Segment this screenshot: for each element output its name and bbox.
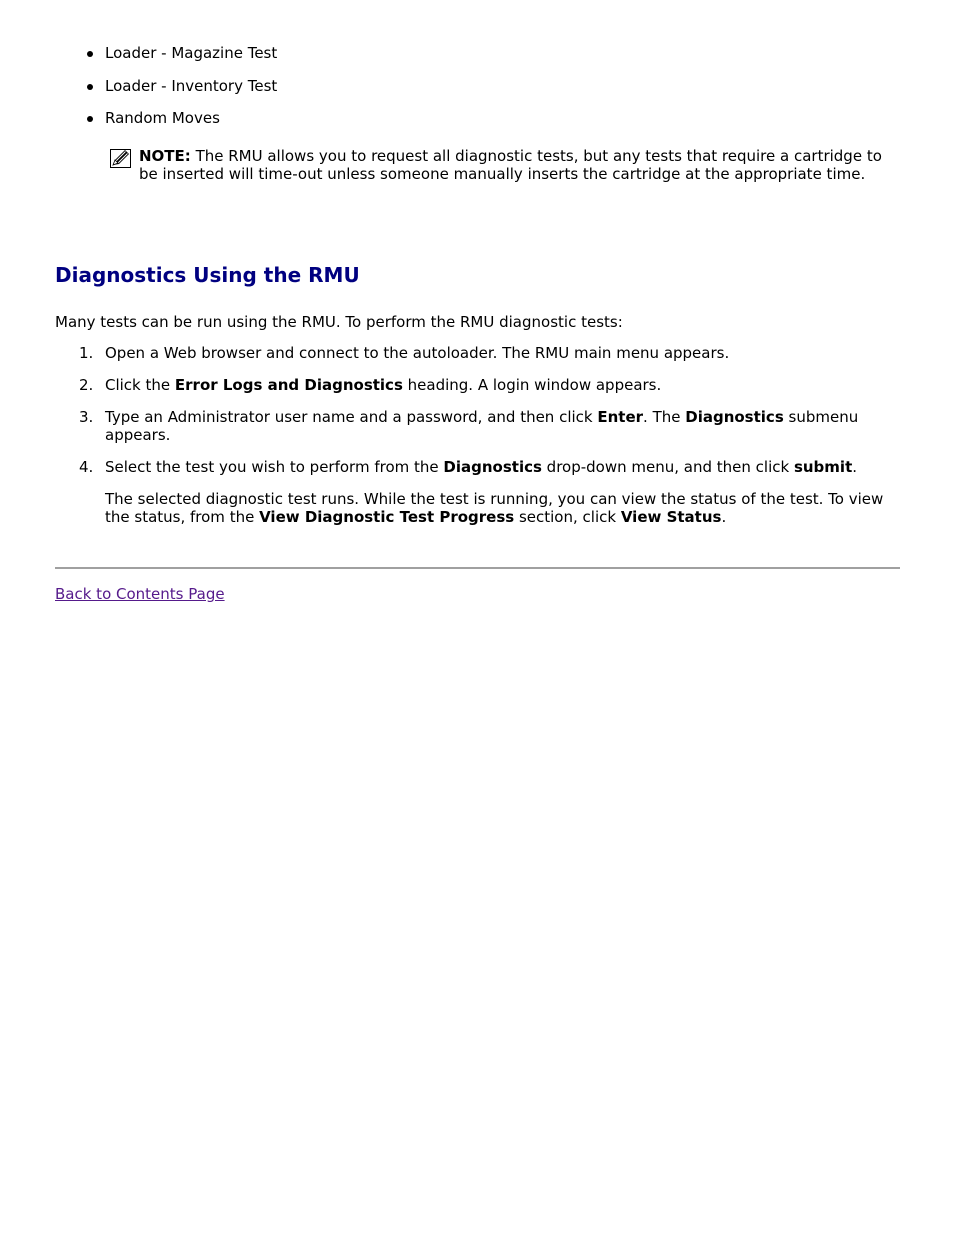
- step-text-part: section, click: [514, 507, 621, 526]
- bullet-icon: [87, 116, 93, 122]
- pencil-note-icon: [110, 148, 132, 168]
- section-intro: Many tests can be run using the RMU. To perform the RMU diagnostic tests:: [55, 313, 623, 331]
- step-text-part: Type an Administrator user name and a password, and then click: [105, 408, 598, 426]
- procedure-steps: [55, 345, 900, 526]
- step-number: 1.: [79, 344, 94, 362]
- step-followup-text: [105, 491, 900, 526]
- step-emphasis: View Diagnostic Test Progress: [259, 507, 515, 526]
- bullet-icon: [87, 84, 93, 90]
- list-item: [55, 109, 900, 128]
- list-item-label: Loader - Inventory Test: [105, 76, 278, 95]
- step-number: 2.: [79, 376, 94, 394]
- step-text-part: submenu appears.: [105, 408, 859, 444]
- note-body: The RMU allows you to request all diagnostic tests, but any tests that require a cartridge to be inserted will time-out unless someone manually inserts the cartridge at the appropriate time.: [139, 147, 882, 183]
- step-item: [55, 377, 900, 395]
- diagnostic-test-list: [55, 44, 900, 142]
- step-emphasis: Diagnostics: [443, 457, 542, 476]
- step-text-part: drop-down menu, and then click: [541, 457, 794, 476]
- list-item-label: Loader - Magazine Test: [105, 44, 278, 62]
- list-item-label: Random Moves: [105, 109, 220, 127]
- section-title: Diagnostics Using the RMU: [55, 263, 360, 287]
- step-emphasis: submit: [793, 457, 853, 476]
- step-number: 4.: [79, 457, 94, 476]
- step-text-part: .: [721, 507, 727, 526]
- step-text-part: The selected diagnostic test runs. While the test is running, you can view the status of the test. To view the status, from the: [105, 490, 884, 526]
- step-emphasis: Diagnostics: [685, 408, 784, 426]
- step-emphasis: Enter: [597, 408, 644, 426]
- back-to-contents-link[interactable]: Back to Contents Page: [55, 585, 225, 603]
- note-text: [139, 148, 900, 183]
- step-text-part: .: [852, 457, 858, 476]
- step-emphasis: View Status: [620, 507, 722, 526]
- step-item: [55, 409, 900, 444]
- list-item: [55, 77, 900, 96]
- step-text-part: Click the: [105, 376, 175, 394]
- list-item: [55, 44, 900, 63]
- note-label: NOTE:: [139, 147, 191, 165]
- step-item: [55, 345, 900, 363]
- step-emphasis: Error Logs and Diagnostics: [174, 376, 403, 394]
- step-item: [55, 459, 900, 527]
- step-text-part: heading. A login window appears.: [402, 376, 662, 394]
- step-text: [105, 376, 661, 394]
- step-text-part: . The: [643, 408, 686, 426]
- bullet-icon: [87, 51, 93, 57]
- step-number: 3.: [79, 408, 94, 426]
- step-text: Open a Web browser and connect to the autoloader. The RMU main menu appears.: [105, 344, 730, 362]
- horizontal-divider: [55, 567, 900, 569]
- step-text: [105, 458, 857, 476]
- step-text: [105, 408, 858, 444]
- step-text-part: Select the test you wish to perform from the: [105, 457, 444, 476]
- note-box: [110, 148, 900, 183]
